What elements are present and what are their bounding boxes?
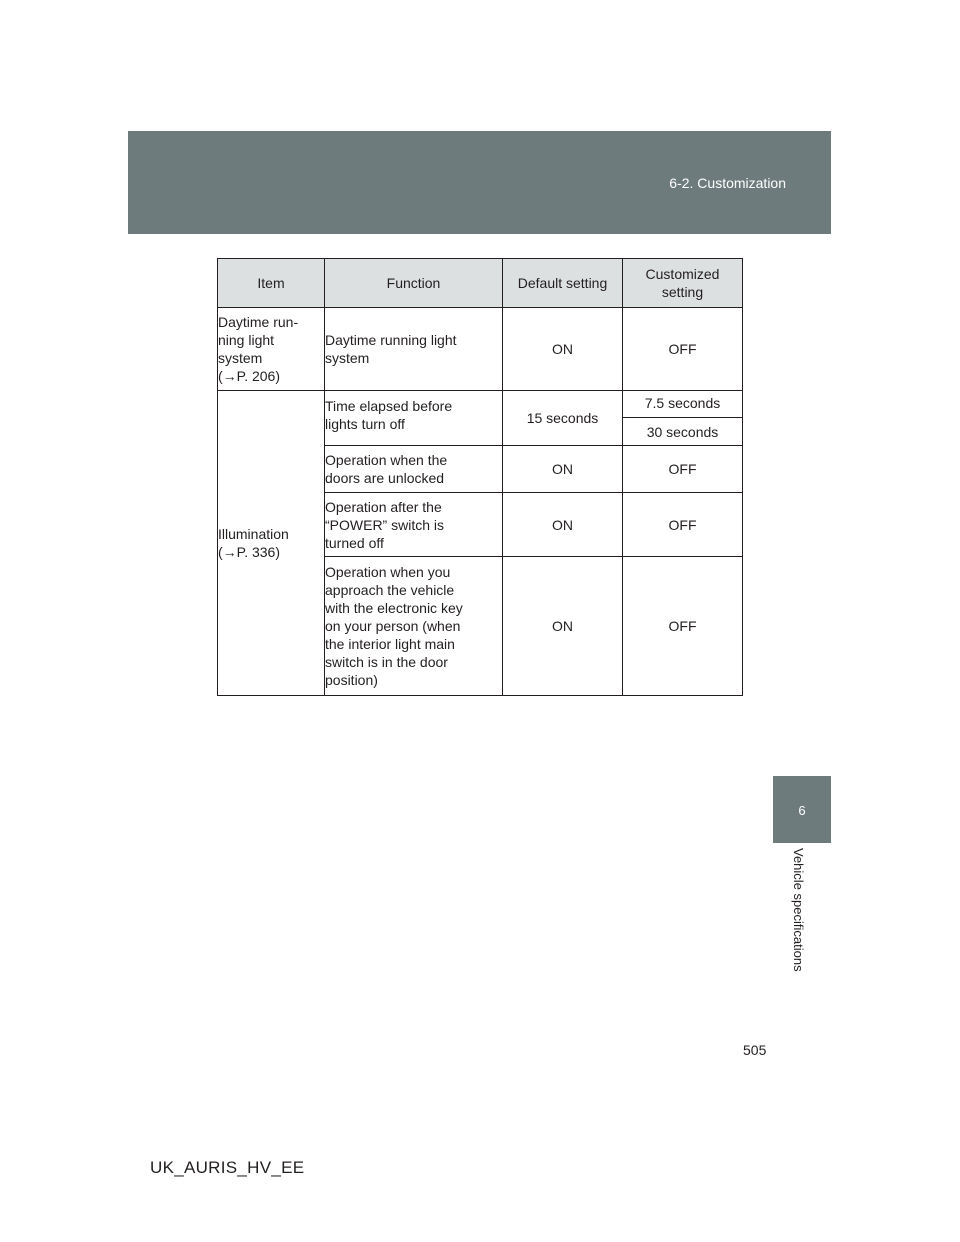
customized-cell: OFF: [623, 446, 743, 493]
function-cell: Time elapsed before lights turn off: [325, 391, 503, 446]
default-cell: ON: [503, 557, 623, 696]
chapter-title-text: Vehicle specifications: [791, 848, 806, 972]
col-header-customized: Customized setting: [623, 259, 743, 308]
customized-cell: 7.5 seconds: [623, 391, 743, 418]
default-cell: ON: [503, 493, 623, 557]
default-cell: 15 seconds: [503, 391, 623, 446]
function-cell: Operation after the “POWER” switch is turned off: [325, 493, 503, 557]
item-cell: Daytime run- ning light system (→P. 206): [218, 308, 325, 391]
customized-cell: OFF: [623, 308, 743, 391]
function-cell: Operation when you approach the vehicle with the electronic key on your person (when the interior light main switch is in the door position): [325, 557, 503, 696]
chapter-title-vertical: [787, 848, 811, 988]
table-row: [218, 391, 743, 418]
table-header-row: [218, 259, 743, 308]
customized-cell: OFF: [623, 557, 743, 696]
function-cell: Daytime running light system: [325, 308, 503, 391]
customized-cell: 30 seconds: [623, 418, 743, 446]
col-header-default: Default setting: [503, 259, 623, 308]
document-code: UK_AURIS_HV_EE: [150, 1158, 305, 1177]
table-row: [218, 308, 743, 391]
default-cell: ON: [503, 308, 623, 391]
item-cell: Illumination (→P. 336): [218, 391, 325, 696]
default-cell: ON: [503, 446, 623, 493]
chapter-tab: [773, 776, 831, 843]
customization-table: [217, 258, 743, 696]
customized-cell: OFF: [623, 493, 743, 557]
section-title: 6-2. Customization: [669, 175, 786, 191]
page-number: 505: [743, 1042, 767, 1058]
col-header-item: Item: [218, 259, 325, 308]
header-band: [128, 131, 831, 234]
col-header-function: Function: [325, 259, 503, 308]
chapter-number: 6: [798, 803, 806, 818]
function-cell: Operation when the doors are unlocked: [325, 446, 503, 493]
